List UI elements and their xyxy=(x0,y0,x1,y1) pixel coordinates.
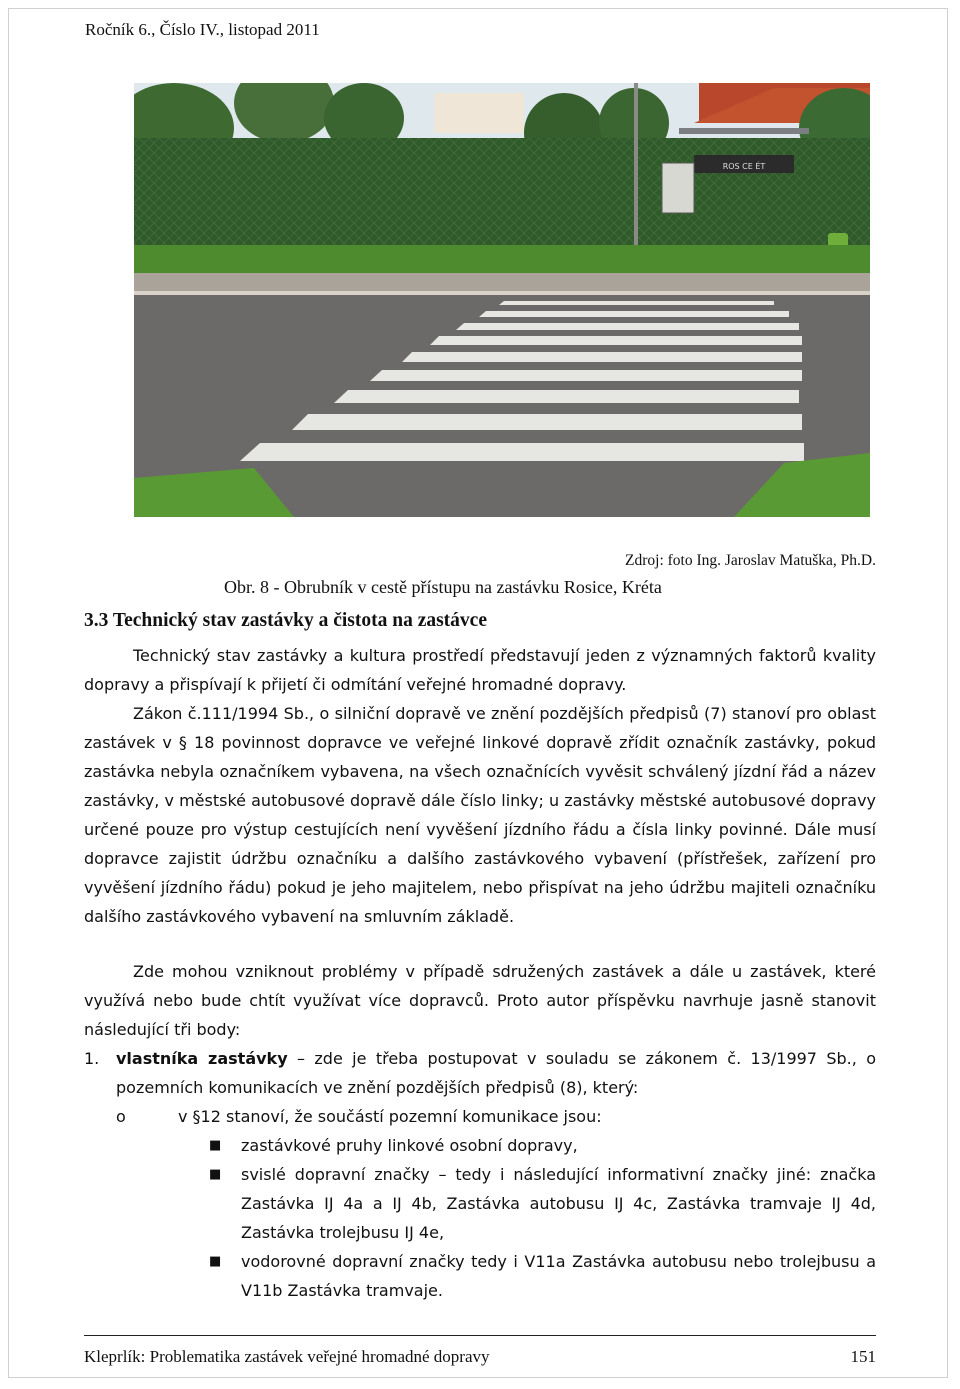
footer-rule xyxy=(84,1335,876,1336)
section-heading: 3.3 Technický stav zastávky a čistota na zastávce xyxy=(84,610,487,631)
list-number: 1. xyxy=(84,1049,100,1068)
numbered-list xyxy=(84,1044,876,1305)
paragraph-2: Zákon č.111/1994 Sb., o silniční dopravě ve znění pozdějších předpisů (7) stanoví pro oblast zastávek v § 18 povinnost dopravce ve veřejné linkové dopravě zřídit označník zastávky, pokud zastávka nebyla označníkem vybavena, na všech označnících vyvěsit schválený jízdní řád a název zastávky, v městské autobusové dopravě dále číslo linky; u zastávky městské autobusové dopravy určené pouze pro výstup cestujících není vyvěšení jízdního řádu a čísla linky povinné. Dále musí dopravce zajistit údržbu označníku a dalšího zastávkového vybavení (přístřešek, zařízení pro vyvěšení jízdního řádu) pokud je jeho majitelem, nebo přispívat na jeho údržbu majiteli označníku dalšího zastávkového vybavení na smluvním základě. xyxy=(84,704,877,926)
law-reference: Zákon č.111/1994 Sb. xyxy=(133,704,310,723)
crosswalk-photo xyxy=(134,83,870,517)
square-bullet-icon: ■ xyxy=(209,1138,222,1153)
bullet-item: ■ vodorovné dopravní značky tedy i V11a Zastávka autobusu nebo trolejbusu a V11b Zastávka tramvaje. xyxy=(241,1247,876,1305)
photo-source: Zdroj: foto Ing. Jaroslav Matuška, Ph.D. xyxy=(625,552,876,569)
list-item xyxy=(84,1044,876,1102)
list-item-text: vlastníka zastávky – zde je třeba postupovat v souladu se zákonem č. 13/1997 Sb., o pozemních komunikacích ve znění pozdějších předpisů (8), který: xyxy=(116,1049,877,1097)
shelter-sign-text: ROS CE ÉT xyxy=(722,162,766,171)
sub-list-marker: o xyxy=(116,1107,126,1126)
figure-caption: Obr. 8 - Obrubník v cestě přístupu na zastávku Rosice, Kréta xyxy=(224,577,662,597)
square-bullet-icon: ■ xyxy=(209,1254,222,1269)
running-header: Ročník 6., Číslo IV., listopad 2011 xyxy=(85,20,320,39)
bullet-item: ■ zastávkové pruhy linkové osobní dopravy, xyxy=(241,1131,876,1160)
footer-title: Kleprlík: Problematika zastávek veřejné hromadné dopravy xyxy=(84,1347,490,1366)
bullet-item: ■ svislé dopravní značky – tedy i následující informativní značky jiné: značka Zastávka IJ 4a a IJ 4b, Zastávka autobusu IJ 4c, Zastávka tramvaje IJ 4d, Zastávka trolejbusu IJ 4e, xyxy=(241,1160,876,1247)
paragraph-1: Technický stav zastávky a kultura prostředí představují jeden z významných faktorů kvality dopravy a přispívají k přijetí či odmítání veřejné hromadné dopravy. xyxy=(84,646,876,694)
sub-list-item: o v §12 stanoví, že součástí pozemní komunikace jsou: xyxy=(116,1102,876,1131)
list-item-bold: vlastníka zastávky xyxy=(116,1049,288,1068)
paragraph-3: Zde mohou vzniknout problémy v případě sdružených zastávek a dále u zastávek, které využívá nebo bude chtít využívat více dopravců. Proto autor příspěvku navrhuje jasně stanovit následující tři body: xyxy=(84,962,876,1039)
page-number: 151 xyxy=(850,1347,876,1366)
square-bullet-icon: ■ xyxy=(209,1167,222,1182)
